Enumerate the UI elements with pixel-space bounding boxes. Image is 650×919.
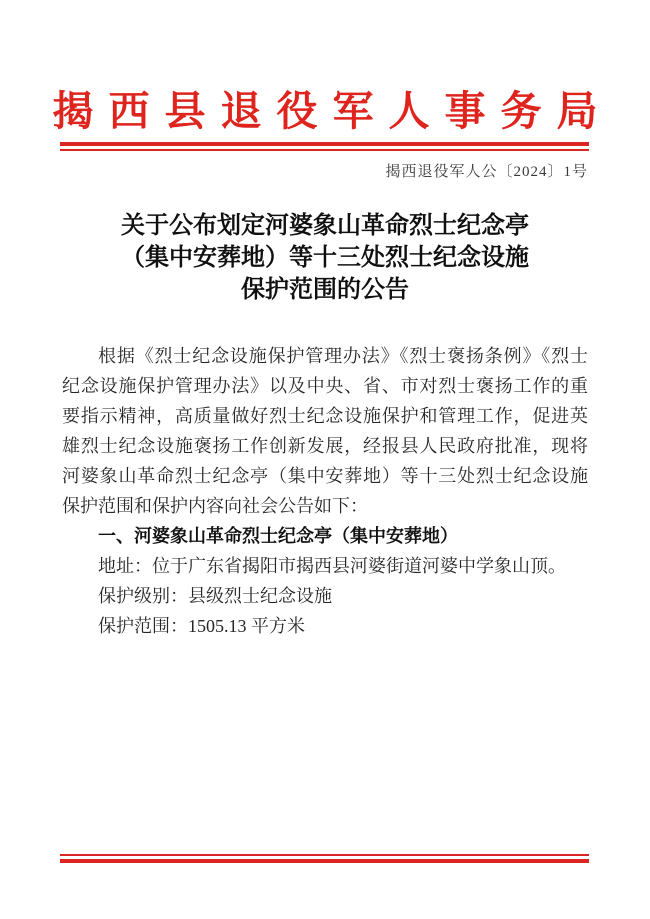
section-1-address-line: 地址：位于广东省揭阳市揭西县河婆街道河婆中学象山顶。 bbox=[98, 556, 566, 576]
notice-body bbox=[62, 341, 588, 641]
body-paragraph-line: 根据《烈士纪念设施保护管理办法》《烈士褒扬条例》《烈士 bbox=[98, 346, 588, 366]
letterhead-separator-thin-line bbox=[60, 149, 589, 151]
section-1-heading: 一、河婆象山革命烈士纪念亭（集中安葬地） bbox=[98, 526, 458, 546]
letterhead-separator-thick-line bbox=[60, 142, 589, 146]
body-paragraph-line: 雄烈士纪念设施褒扬工作创新发展，经报县人民政府批准，现将 bbox=[62, 436, 588, 456]
body-paragraph-line: 要指示精神，高质量做好烈士纪念设施保护和管理工作，促进英 bbox=[62, 406, 588, 426]
body-paragraph-line: 纪念设施保护管理办法》以及中央、省、市对烈士褒扬工作的重 bbox=[62, 376, 588, 396]
footer-separator-thin-line bbox=[60, 854, 589, 856]
section-1-protection-level-line: 保护级别：县级烈士纪念设施 bbox=[98, 586, 332, 606]
body-paragraph-line: 保护范围和保护内容向社会公告如下： bbox=[62, 496, 368, 516]
letterhead-agency-name: 揭西县退役军人事务局 bbox=[52, 88, 613, 134]
footer-separator-thick-line bbox=[60, 859, 589, 863]
section-1-protection-area-line: 保护范围：1505.13 平方米 bbox=[98, 616, 305, 636]
notice-title bbox=[62, 210, 588, 306]
notice-title-line-3: 保护范围的公告 bbox=[241, 277, 409, 303]
document-number: 揭西退役军人公〔2024〕1号 bbox=[385, 164, 588, 180]
body-paragraph-line: 河婆象山革命烈士纪念亭（集中安葬地）等十三处烈士纪念设施 bbox=[62, 466, 588, 486]
notice-title-line-2: （集中安葬地）等十三处烈士纪念设施 bbox=[121, 245, 529, 271]
notice-title-line-1: 关于公布划定河婆象山革命烈士纪念亭 bbox=[121, 213, 529, 239]
